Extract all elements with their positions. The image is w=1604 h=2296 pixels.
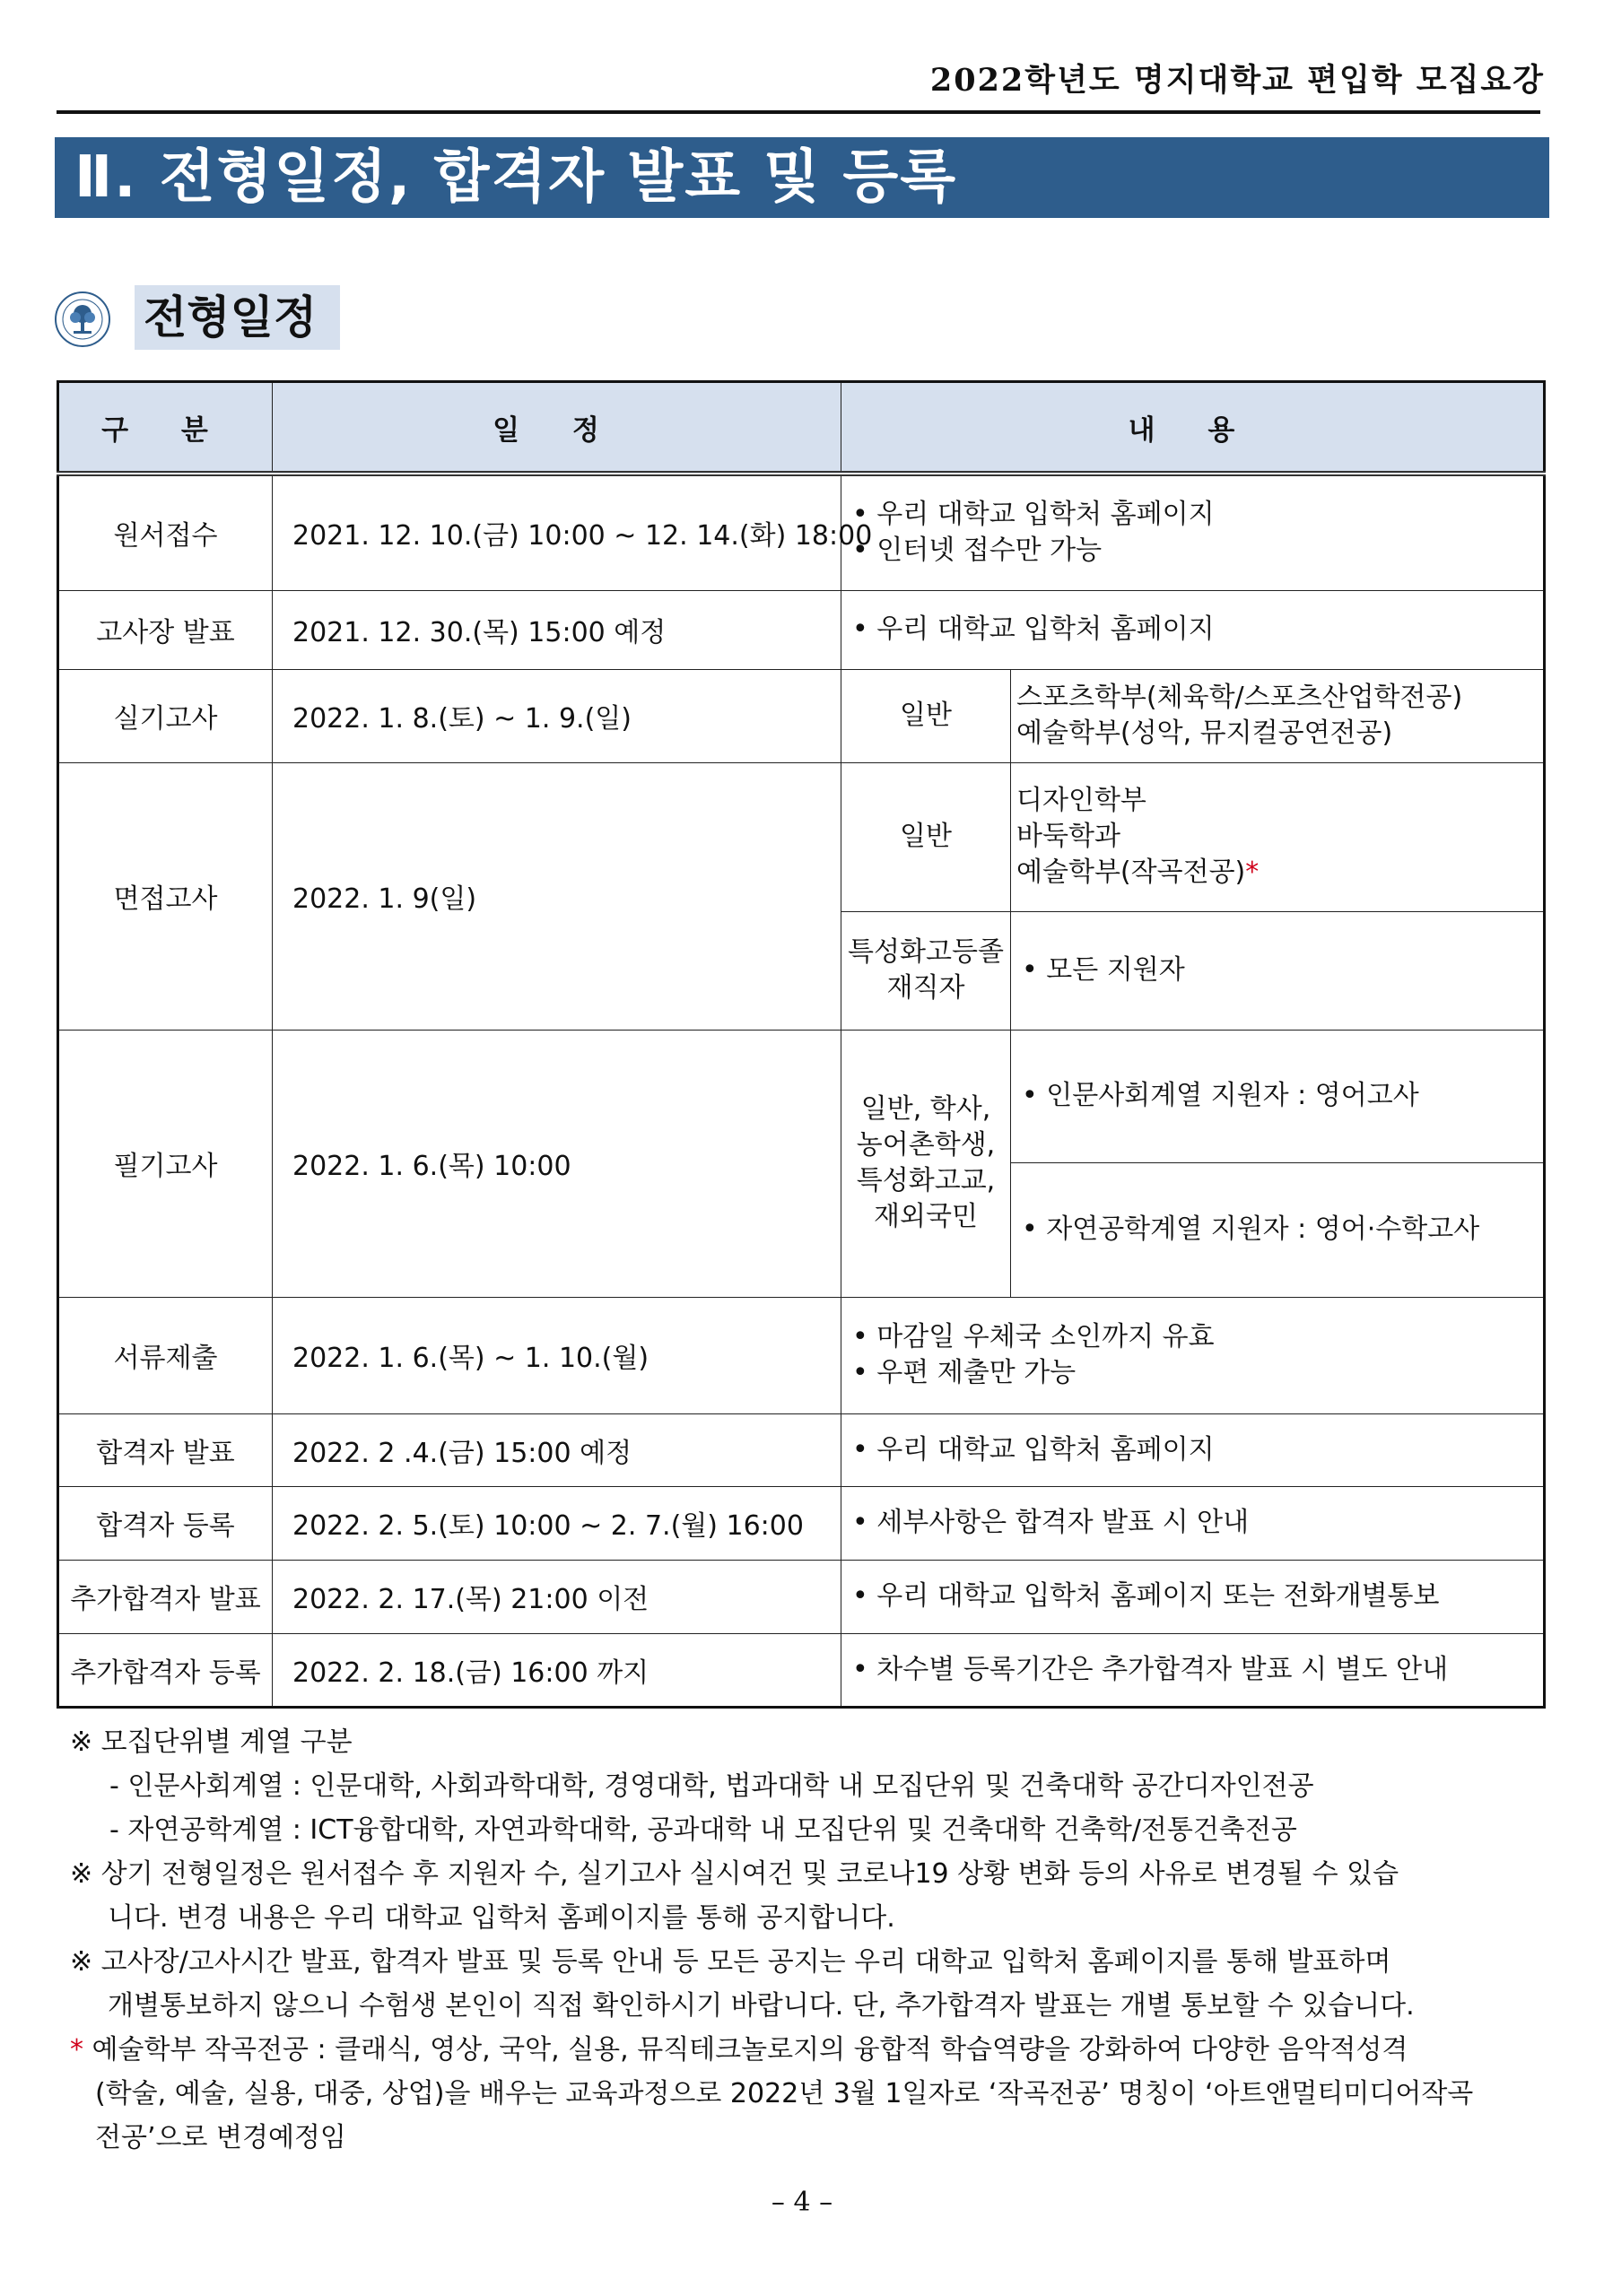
content-line: • 우리 대학교 입학처 홈페이지 [852, 612, 1543, 648]
content-line: • 인터넷 접수만 가능 [852, 533, 1543, 569]
note-line: ※ 상기 전형일정은 원서접수 후 지원자 수, 실기고사 실시여건 및 코로나19 상황 변화 등의 사유로 변경될 수 있습 [70, 1858, 1399, 1890]
table-row [58, 1030, 1545, 1162]
university-seal-icon [54, 291, 111, 348]
row-date: 2022. 2 .4.(금) 15:00 예정 [273, 1413, 841, 1486]
sub-label-line: 재직자 [886, 972, 965, 1004]
note-line: 전공’으로 변경예정임 [95, 2122, 346, 2153]
row-sub-label [841, 911, 1011, 1030]
table-row [58, 1486, 1545, 1560]
row-date: 2022. 1. 8.(토) ~ 1. 9.(일) [273, 669, 841, 762]
page-number: – 4 – [771, 2187, 833, 2218]
row-content [841, 1560, 1545, 1633]
note-line: 니다. 변경 내용은 우리 대학교 입학처 홈페이지를 통해 공지합니다. [108, 1902, 895, 1934]
row-detail [1011, 762, 1545, 911]
row-date: 2022. 2. 17.(목) 21:00 이전 [273, 1560, 841, 1633]
note-line: (학술, 예술, 실용, 대중, 상업)을 배우는 교육과정으로 2022년 3월 1일자로 ‘작곡전공’ 명칭이 ‘아트앤멀티미디어작곡 [95, 2078, 1474, 2109]
row-sub-label: 일반 [841, 669, 1011, 762]
section-title: 전형일정 [135, 285, 340, 350]
header-category: 구 분 [58, 382, 273, 474]
content-line: • 마감일 우체국 소인까지 유효 [852, 1319, 1543, 1355]
row-category: 합격자 발표 [58, 1413, 273, 1486]
detail-line: 예술학부(성악, 뮤지컬공연전공) [1016, 718, 1393, 749]
row-content [841, 1633, 1545, 1707]
asterisk-mark: * [1245, 857, 1260, 888]
row-date: 2022. 1. 6.(목) 10:00 [273, 1030, 841, 1297]
sub-label-line: 특성화고교, [856, 1165, 996, 1196]
row-date: 2022. 1. 9(일) [273, 762, 841, 1030]
sub-label-line: 농어촌학생, [856, 1129, 996, 1161]
detail-line: • 모든 지원자 [1022, 952, 1543, 988]
table-row [58, 1297, 1545, 1413]
table-row [58, 474, 1545, 590]
row-content [841, 1486, 1545, 1560]
header-content: 내 용 [841, 382, 1545, 474]
schedule-table [57, 380, 1546, 1709]
content-line: • 세부사항은 합격자 발표 시 안내 [852, 1505, 1543, 1541]
row-content [841, 1297, 1545, 1413]
table-row [58, 762, 1545, 911]
row-date: 2022. 2. 5.(토) 10:00 ~ 2. 7.(월) 16:00 [273, 1486, 841, 1560]
row-detail [1011, 911, 1545, 1030]
row-category: 추가합격자 등록 [58, 1633, 273, 1707]
note-text: 예술학부 작곡전공 : 클래식, 영상, 국악, 실용, 뮤직테크놀로지의 융합적 학습역량을 강화하여 다양한 음악적성격 [92, 2034, 1408, 2066]
row-detail [1011, 669, 1545, 762]
detail-line: 스포츠학부(체육학/스포츠산업학전공) [1016, 682, 1463, 713]
table-row [58, 1560, 1545, 1633]
detail-line: 바둑학과 [1016, 821, 1120, 852]
table-row [58, 1633, 1545, 1707]
sub-label-line: 특성화고등졸 [848, 936, 1004, 968]
content-line: • 우편 제출만 가능 [852, 1355, 1543, 1391]
note-line: 개별통보하지 않으니 수험생 본인이 직접 확인하시기 바랍니다. 단, 추가합격자 발표는 개별 통보할 수 있습니다. [108, 1990, 1415, 2022]
sub-label-line: 일반, 학사, [860, 1093, 991, 1125]
row-detail [1011, 1030, 1545, 1162]
row-date: 2022. 2. 18.(금) 16:00 까지 [273, 1633, 841, 1707]
chapter-title: Ⅱ. 전형일정, 합격자 발표 및 등록 [55, 137, 1549, 218]
row-category: 고사장 발표 [58, 590, 273, 669]
row-category: 실기고사 [58, 669, 273, 762]
sub-label-line: 재외국민 [874, 1201, 978, 1232]
row-date: 2021. 12. 10.(금) 10:00 ~ 12. 14.(화) 18:00 [273, 474, 841, 590]
note-line: - 자연공학계열 : ICT융합대학, 자연과학대학, 공과대학 내 모집단위 및 건축대학 건축학/전통건축전공 [109, 1814, 1297, 1846]
table-row [58, 1413, 1545, 1486]
detail-line: • 인문사회계열 지원자 : 영어고사 [1022, 1078, 1543, 1114]
row-content [841, 474, 1545, 590]
row-category: 필기고사 [58, 1030, 273, 1297]
table-row [58, 669, 1545, 762]
detail-line: • 자연공학계열 지원자 : 영어·수학고사 [1022, 1212, 1543, 1248]
table-header-row [58, 382, 1545, 474]
row-sub-label: 일반 [841, 762, 1011, 911]
content-line: • 차수별 등록기간은 추가합격자 발표 시 별도 안내 [852, 1652, 1543, 1688]
detail-line [1016, 855, 1543, 891]
row-category: 추가합격자 발표 [58, 1560, 273, 1633]
notes [70, 1720, 1541, 2160]
detail-line: 디자인학부 [1016, 785, 1146, 816]
row-date: 2021. 12. 30.(목) 15:00 예정 [273, 590, 841, 669]
row-date: 2022. 1. 6.(목) ~ 1. 10.(월) [273, 1297, 841, 1413]
content-line: • 우리 대학교 입학처 홈페이지 [852, 497, 1543, 533]
row-content [841, 590, 1545, 669]
note-line: ※ 고사장/고사시간 발표, 합격자 발표 및 등록 안내 등 모든 공지는 우리 대학교 입학처 홈페이지를 통해 발표하며 [70, 1946, 1391, 1978]
asterisk-mark: * [70, 2034, 83, 2066]
header-schedule: 일 정 [273, 382, 841, 474]
row-category: 합격자 등록 [58, 1486, 273, 1560]
row-sub-label [841, 1030, 1011, 1297]
header-rule [57, 110, 1540, 114]
note-line: ※ 모집단위별 계열 구분 [70, 1726, 353, 1758]
running-header: 2022학년도 명지대학교 편입학 모집요강 [929, 62, 1545, 99]
content-line: • 우리 대학교 입학처 홈페이지 또는 전화개별통보 [852, 1578, 1543, 1614]
row-content [841, 1413, 1545, 1486]
note-line: - 인문사회계열 : 인문대학, 사회과학대학, 경영대학, 법과대학 내 모집단위 및 건축대학 공간디자인전공 [109, 1770, 1314, 1802]
table-row [58, 590, 1545, 669]
row-category: 원서접수 [58, 474, 273, 590]
content-line: • 우리 대학교 입학처 홈페이지 [852, 1432, 1543, 1468]
note-line [70, 2028, 1541, 2072]
row-category: 서류제출 [58, 1297, 273, 1413]
row-detail [1011, 1162, 1545, 1297]
row-category: 면접고사 [58, 762, 273, 1030]
detail-text: 예술학부(작곡전공) [1016, 857, 1246, 888]
